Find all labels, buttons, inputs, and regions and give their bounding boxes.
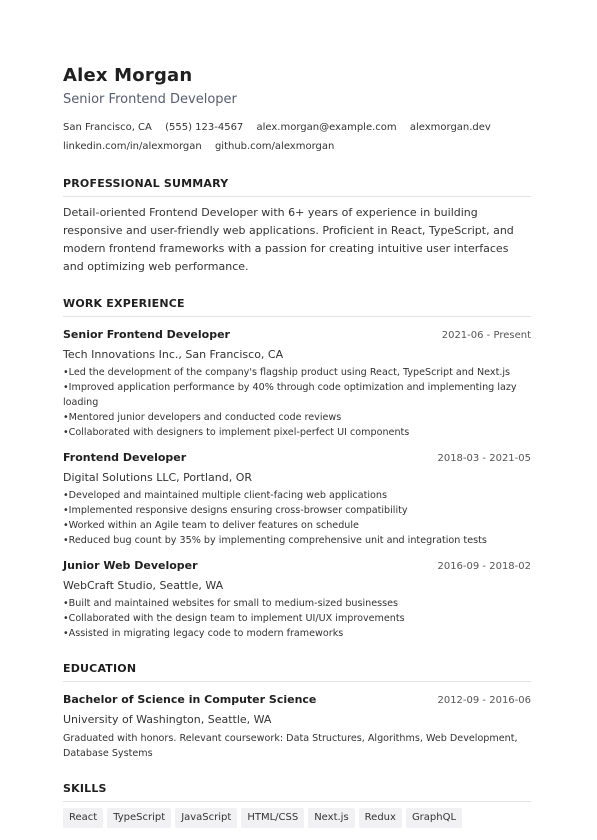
job-bullet: • Worked within an Agile team to deliver features on schedule [63,518,531,533]
job-title: Junior Web Developer [63,559,198,572]
contact-linkedin[interactable]: linkedin.com/in/alexmorgan [63,141,202,152]
education-heading: EDUCATION [63,661,531,682]
job-company: Tech Innovations Inc., San Francisco, CA [63,348,284,361]
contact-info [63,118,531,156]
job-bullet: • Led the development of the company's flagship product using React, TypeScript and Next.js [63,365,531,380]
skill-chip: Redux [359,808,402,828]
job-bullet: • Assisted in migrating legacy code to modern frameworks [63,626,531,641]
skill-chip: HTML/CSS [241,808,304,828]
job-bullet: • Improved application performance by 40% through code optimization and implementing lazy loading [63,380,531,410]
education-dates: 2012-09 - 2016-06 [437,695,531,706]
job-bullet: • Mentored junior developers and conducted code reviews [63,410,531,425]
skills-list [63,808,531,828]
contact-website[interactable]: alexmorgan.dev [409,122,491,133]
job-entry [63,558,531,641]
candidate-name: Alex Morgan [63,65,193,86]
contact-github[interactable]: github.com/alexmorgan [214,141,335,152]
contact-email[interactable]: alex.morgan@example.com [256,122,397,133]
skills-heading: SKILLS [63,781,531,802]
education-entry [63,692,531,761]
contact-phone[interactable]: (555) 123-4567 [165,122,244,133]
job-bullet: • Collaborated with the design team to implement UI/UX improvements [63,611,531,626]
job-company: Digital Solutions LLC, Portland, OR [63,471,252,484]
job-bullet: • Reduced bug count by 35% by implementing comprehensive unit and integration tests [63,533,531,548]
job-dates: 2021-06 - Present [441,330,531,341]
skill-chip: TypeScript [107,808,171,828]
education-school: University of Washington, Seattle, WA [63,713,272,726]
summary-text: Detail-oriented Frontend Developer with 6+ years of experience in building responsive and user-friendly web applications. Proficient in React, TypeScript, and modern frontend frameworks with a passion for creating intuitive user interfaces and optimizing web performance. [63,206,514,273]
candidate-title: Senior Frontend Developer [63,92,237,107]
job-bullets [63,488,531,548]
job-title: Senior Frontend Developer [63,328,230,341]
job-bullets [63,596,531,641]
job-dates: 2016-09 - 2018-02 [437,561,531,572]
job-dates: 2018-03 - 2021-05 [437,453,531,464]
education-degree: Bachelor of Science in Computer Science [63,693,317,706]
job-entry [63,450,531,548]
job-header [63,558,531,575]
job-title: Frontend Developer [63,451,187,464]
job-bullet: • Developed and maintained multiple client-facing web applications [63,488,531,503]
education-description: Graduated with honors. Relevant coursework: Data Structures, Algorithms, Web Development, Database Systems [63,733,518,759]
job-header [63,450,531,467]
contact-line-1 [63,118,531,137]
experience-heading: WORK EXPERIENCE [63,296,531,317]
skill-chip: Next.js [308,808,354,828]
education-header [63,692,531,709]
summary-heading: PROFESSIONAL SUMMARY [63,176,531,197]
contact-line-2 [63,137,531,156]
job-bullet: • Built and maintained websites for small to medium-sized businesses [63,596,531,611]
job-bullet: • Collaborated with designers to implement pixel-perfect UI components [63,425,531,440]
skill-chip: React [63,808,103,828]
job-bullet: • Implemented responsive designs ensuring cross-browser compatibility [63,503,531,518]
skill-chip: GraphQL [406,808,462,828]
job-header [63,327,531,344]
skill-chip: JavaScript [175,808,237,828]
job-bullets [63,365,531,440]
job-company: WebCraft Studio, Seattle, WA [63,579,224,592]
contact-location: San Francisco, CA [63,122,152,133]
job-entry [63,327,531,440]
